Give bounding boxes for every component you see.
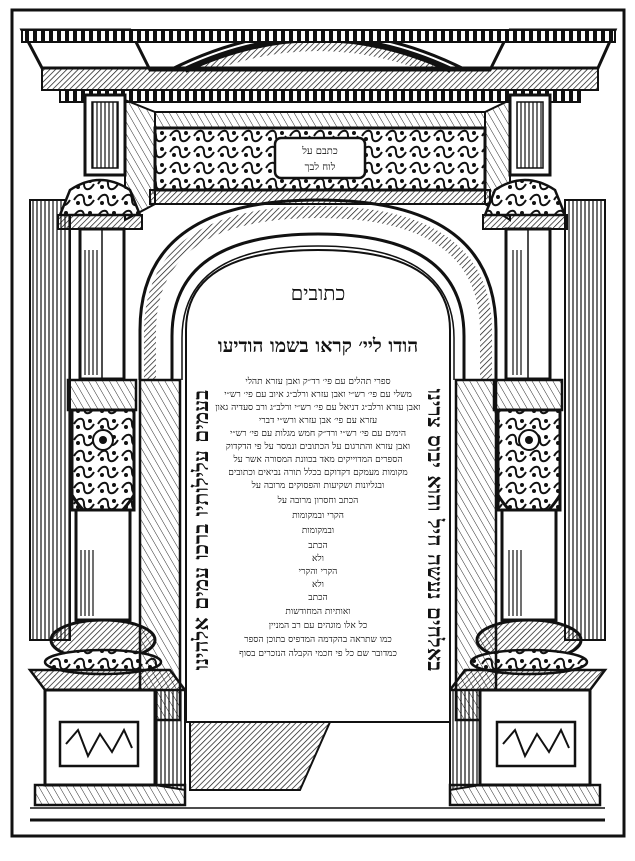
body-line: הספרים המדוייקים מאד בכוונת המסורה אשר על <box>233 455 403 465</box>
body-line: ובגליונות ושקיעות והפסוקים מרובה על <box>251 481 385 491</box>
cartouche-line-2: לוח לבך <box>304 162 336 173</box>
body-line: ולא <box>312 580 324 590</box>
page-title: כתובים <box>290 281 346 305</box>
body-line: כמו שתראה בהקדמה המדפיס בתוכן הספר <box>244 635 392 645</box>
body-line: כמדובר שם כל פי חכמי הקבלה הנזכרים בסוף <box>239 649 397 659</box>
body-line: ולא <box>312 554 324 564</box>
right-pedestal <box>450 670 605 805</box>
body-line: ובמקומות <box>301 526 335 536</box>
body-line: מקומות מעמקם דקדוקם בכלל תורה נביאים וכתובים <box>228 468 408 478</box>
body-line: כל אלו מוגהים עם רב המניין <box>268 621 368 631</box>
body-line: עזרא עם פי׳ אבן עזרא ורש״י דברי <box>258 416 378 426</box>
body-line: ואותיות המחודשות <box>285 607 351 617</box>
body-line: משלי עם פי׳ רש״י ואבן עזרא ורלב״ג איוב עם פי׳ רש״י <box>224 390 412 400</box>
left-vertical-verse: בעמים עלילותיו ברכו עמים אלהינו <box>188 389 213 671</box>
headline: הודו ליי׳ קראו בשמו הודיעו <box>217 335 419 357</box>
body-line: ספרי תהלים עם פי׳ רד״ק ואבן עזרא תהלי <box>245 377 391 387</box>
cartouche-line-1: כתבם על <box>302 146 338 157</box>
body-line: ואבן עזרא ורלב״ג דניאל עם פי׳ רש״י ורלב״ג ורב סעדיה גאון <box>215 403 421 413</box>
body-line: הכתב וחסרון מרובה על <box>277 496 359 506</box>
body-line: ואבן עזרא והתרגום על הכתובים ונמסר על פי הדקדוק <box>225 442 411 452</box>
right-vertical-verse: באלחים נעשה חיל והוא יבוס צרינו <box>423 388 448 672</box>
body-line: הקרי ובמקומות <box>292 511 344 521</box>
body-line: הימים עם פי׳ רש״י ורד״ק חמש מגלות עם פי׳ רש״י <box>229 429 407 439</box>
body-line: הכתב <box>308 593 328 603</box>
body-line: הכתב <box>308 541 328 551</box>
left-pedestal <box>30 670 185 805</box>
body-line: הקרי והקרי <box>298 567 338 577</box>
